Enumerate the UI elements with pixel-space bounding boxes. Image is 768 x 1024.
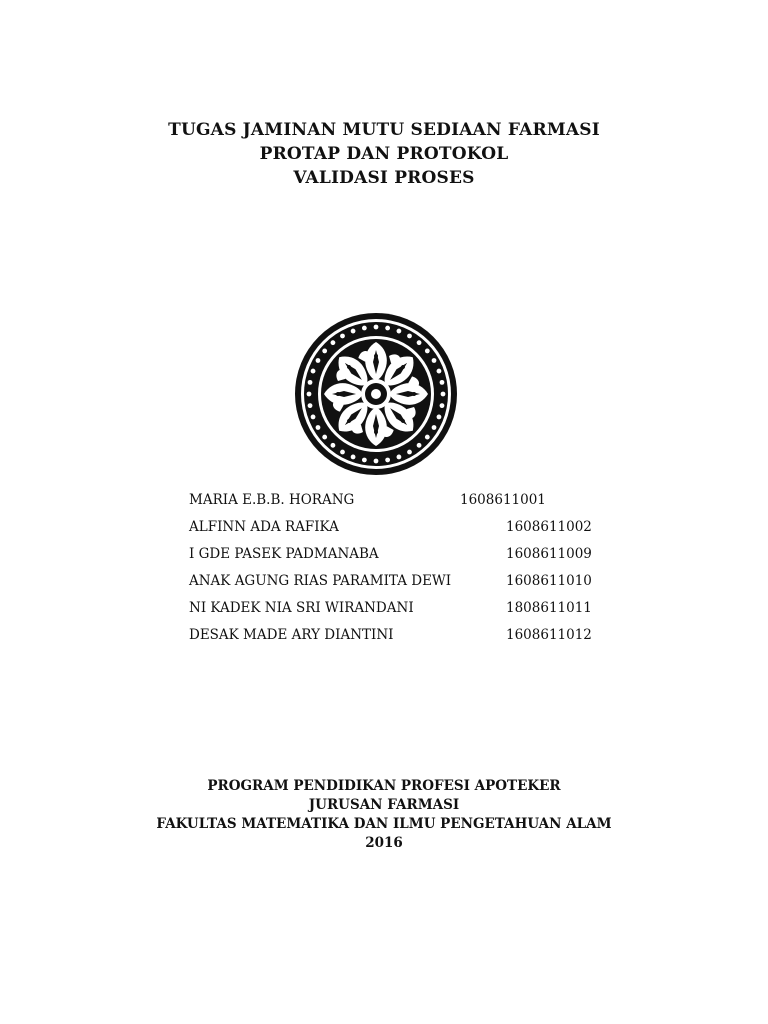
member-nim: 1608611012 [506, 627, 592, 643]
member-row [189, 571, 609, 598]
institution-footer [0, 777, 768, 853]
title-line: VALIDASI PROSES [293, 168, 475, 188]
member-nim: 1608611001 [460, 492, 546, 508]
member-nim: 1608611009 [506, 546, 592, 562]
footer-line: FAKULTAS MATEMATIKA DAN ILMU PENGETAHUAN ALAM [156, 816, 612, 832]
member-nim: 1608611010 [506, 573, 592, 589]
footer-line: JURUSAN FARMASI [308, 797, 460, 813]
member-name: ANAK AGUNG RIAS PARAMITA DEWI [189, 573, 452, 589]
member-list [189, 490, 609, 652]
member-row [189, 544, 609, 571]
document-title [0, 118, 768, 190]
member-name: I GDE PASEK PADMANABA [189, 546, 379, 562]
member-row [189, 625, 609, 652]
footer-line: 2016 [365, 835, 403, 851]
footer-line: PROGRAM PENDIDIKAN PROFESI APOTEKER [207, 778, 561, 794]
member-nim: 1608611002 [506, 519, 592, 535]
university-emblem-icon [294, 312, 458, 476]
member-row [189, 517, 609, 544]
member-name: NI KADEK NIA SRI WIRANDANI [189, 600, 414, 616]
member-name: ALFINN ADA RAFIKA [189, 519, 339, 535]
member-nim: 1808611011 [506, 600, 592, 616]
member-name: DESAK MADE ARY DIANTINI [189, 627, 394, 643]
member-row [189, 598, 609, 625]
member-name: MARIA E.B.B. HORANG [189, 492, 355, 508]
title-line: TUGAS JAMINAN MUTU SEDIAAN FARMASI [168, 120, 600, 140]
title-line: PROTAP DAN PROTOKOL [259, 144, 509, 164]
member-row [189, 490, 609, 517]
